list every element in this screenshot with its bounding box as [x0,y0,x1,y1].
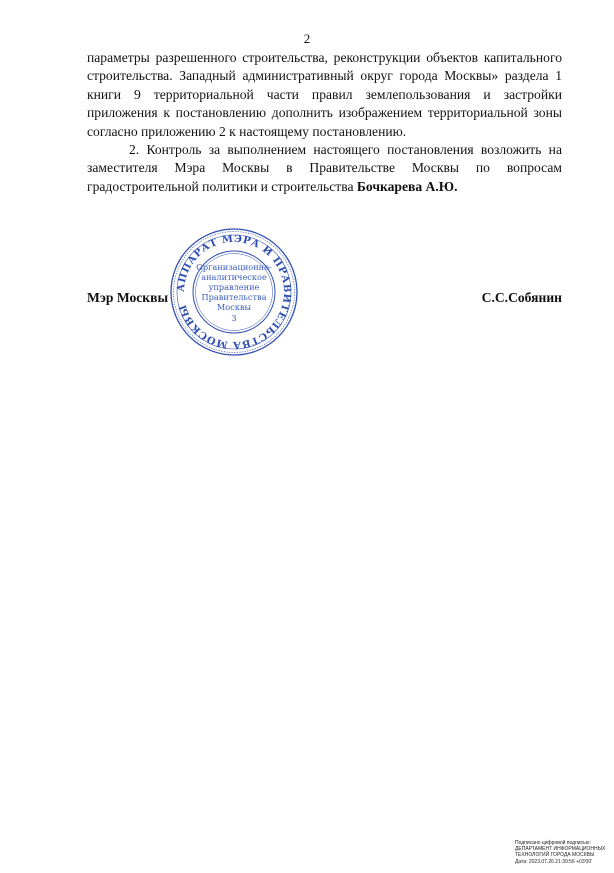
signatory-position: Мэр Москвы [87,290,169,305]
paragraph-1: параметры разрешенного строительства, реконструкции объектов капитального строительства. Западный административный округ города Москвы» раздела 1 книги 9 территориальной части правил землепользования и застройки приложения к постановлению дополнить изображением территориальной зоны согласно приложению 2 к настоящему постановлению. [87,50,562,139]
paragraph-2-text: 2. Контроль за выполнением настоящего постановления возложить на заместителя Мэра Москвы в Правительстве Москвы по вопросам градостроительной политики и строительства [87,142,562,194]
svg-text:аналитическое: аналитическое [201,272,267,282]
paragraph-2 [87,141,562,196]
svg-text:Правительства: Правительства [201,292,267,302]
seal-center-text [196,262,272,323]
page-number: 2 [303,31,311,46]
svg-text:3: 3 [231,313,237,323]
svg-text:Организационно-: Организационно- [196,262,272,272]
official-seal [168,226,300,358]
ds-line-4: Дата: 2023.07.26 21:39:56 +03'00' [515,858,593,865]
digital-signature-stamp [515,840,605,865]
ds-line-2: ДЕПАРТАМЕНТ ИНФОРМАЦИОННЫХ [515,846,606,853]
ds-line-1: Подписано цифровой подписью: [515,840,591,846]
document-body [87,49,562,196]
ds-line-3: ТЕХНОЛОГИЙ ГОРОДА МОСКВЫ [515,852,595,859]
deputy-mayor-name: Бочкарева А.Ю. [356,178,458,194]
svg-text:Москвы: Москвы [216,302,252,312]
svg-text:управление: управление [208,282,260,292]
signatory-name: С.С.Собянин [481,290,562,305]
seal-ring-text: АППАРАТ МЭРА И ПРАВИТЕЛЬСТВА МОСКВЫ [175,233,293,351]
